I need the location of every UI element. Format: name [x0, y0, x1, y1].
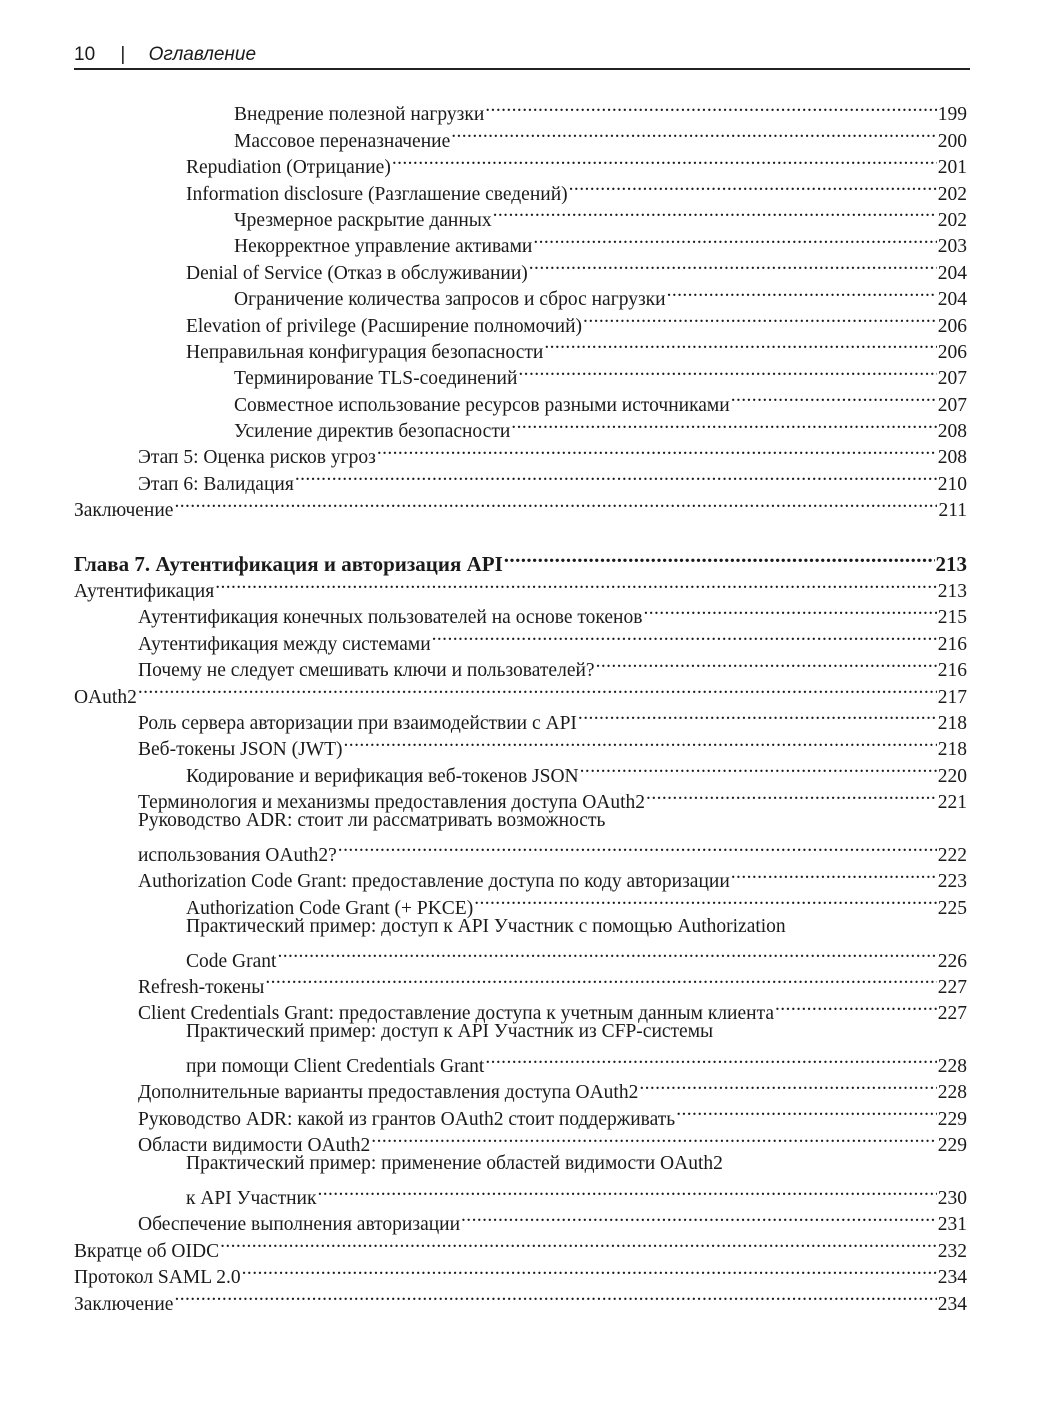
toc-entry-label: Протокол SAML 2.0	[74, 1267, 241, 1289]
toc-entry-label: Почему не следует смешивать ключи и пользователей?	[138, 660, 595, 682]
dot-leader	[493, 200, 937, 226]
toc-entry-page: 228	[937, 1082, 967, 1104]
toc-entry-label: Refresh-токены	[138, 976, 265, 998]
header-title: Оглавление	[148, 44, 257, 65]
running-header	[74, 42, 970, 70]
dot-leader	[667, 279, 937, 305]
toc-entry-page: 206	[937, 341, 967, 363]
toc-entry-page: 232	[937, 1240, 967, 1262]
dot-leader	[474, 887, 937, 913]
toc-entry-page: 200	[937, 130, 967, 152]
toc-entry-page: 229	[937, 1108, 967, 1130]
toc-entry-page: 229	[937, 1135, 967, 1157]
toc-entry[interactable]	[74, 490, 967, 522]
dot-leader	[485, 94, 936, 120]
dot-leader	[377, 437, 937, 463]
dot-leader	[138, 676, 937, 702]
toc-entry-label-continued: при помощи Client Credentials Grant	[186, 1056, 485, 1078]
toc-entry-page: 234	[937, 1293, 967, 1315]
dot-leader	[643, 597, 936, 623]
toc-entry-page: 204	[937, 262, 967, 284]
dot-leader	[529, 252, 937, 278]
toc-entry-page: 226	[937, 950, 967, 972]
toc-entry-page: 221	[937, 792, 967, 814]
toc-entry-page: 223	[937, 871, 967, 893]
toc-entry[interactable]	[74, 703, 967, 734]
dot-leader	[295, 463, 937, 489]
toc-entry-page: 227	[937, 976, 967, 998]
toc-entry[interactable]	[74, 1151, 967, 1210]
toc-entry-page: 217	[937, 686, 967, 708]
dot-leader	[578, 703, 937, 729]
page-number: 10	[74, 44, 96, 65]
toc-entry[interactable]	[74, 411, 967, 443]
toc-entry-page: 204	[937, 289, 967, 311]
toc-entry-page: 201	[937, 157, 967, 179]
dot-leader	[518, 358, 936, 384]
toc-entry[interactable]	[74, 226, 967, 258]
toc-chapter-heading[interactable]	[74, 544, 967, 576]
toc-entry-label: Аутентификация между системами	[138, 633, 431, 655]
dot-leader	[533, 226, 936, 252]
toc-entry[interactable]	[74, 1019, 967, 1078]
toc-entry[interactable]	[74, 384, 967, 416]
dot-leader	[215, 571, 937, 597]
toc-entry-label: Этап 5: Оценка рисков угроз	[138, 447, 376, 469]
dot-leader	[569, 173, 937, 199]
toc-entry-page: 208	[937, 447, 967, 469]
dot-leader	[242, 1257, 937, 1283]
toc-entry[interactable]	[74, 1283, 967, 1315]
toc-entry-page: 213	[935, 551, 967, 576]
toc-entry[interactable]	[74, 914, 967, 972]
toc-entry-label: Аутентификация конечных пользователей на основе токенов	[138, 607, 643, 629]
toc-entry-label: Практический пример: применение областей видимости OAuth2	[186, 1153, 723, 1175]
header-separator: |	[120, 44, 126, 65]
toc-entry-label: Области видимости OAuth2	[138, 1135, 371, 1157]
dot-leader	[174, 490, 937, 516]
toc-entry-label: Authorization Code Grant: предоставление доступа по коду авторизации	[138, 871, 730, 893]
toc-entry-page: 222	[937, 844, 967, 866]
toc-entry-label: Некорректное управление активами	[234, 236, 533, 258]
toc-entry-page: 199	[937, 104, 967, 126]
toc-entry-label: Внедрение полезной нагрузки	[234, 104, 485, 126]
dot-leader	[596, 650, 937, 676]
toc-entry-page: 203	[937, 236, 967, 258]
toc-entry-label: Вкратце об OIDC	[74, 1240, 220, 1262]
toc-entry-label: Руководство ADR: какой из грантов OAuth2 стоит поддерживать	[138, 1108, 676, 1130]
toc-entry-label: Терминирование TLS-соединений	[234, 368, 518, 390]
dot-leader	[639, 1072, 936, 1098]
dot-leader	[317, 1178, 936, 1204]
toc-entry-page: 216	[937, 633, 967, 655]
toc-entry-label: Усиление директив безопасности	[234, 421, 511, 443]
dot-leader	[511, 411, 936, 437]
toc-entry-page: 208	[937, 421, 967, 443]
toc-entry-label: Repudiation (Отрицание)	[186, 157, 391, 179]
toc-entry-label: Массовое переназначение	[234, 130, 451, 152]
toc-entry[interactable]	[74, 94, 967, 126]
toc-entry-label: Дополнительные варианты предоставления доступа OAuth2	[138, 1082, 639, 1104]
dot-leader	[277, 940, 936, 966]
toc-entry-label: Терминология и механизмы предоставления доступа OAuth2	[138, 792, 646, 814]
dot-leader	[451, 120, 937, 146]
dot-leader	[432, 623, 937, 649]
dot-leader	[646, 782, 937, 808]
toc-entry-label: Руководство ADR: стоит ли рассматривать возможность	[138, 810, 606, 832]
toc-entry-label: Практический пример: доступ к API Участник из CFP-системы	[186, 1021, 714, 1043]
toc-entry[interactable]	[74, 147, 967, 179]
toc-entry-page: 228	[937, 1056, 967, 1078]
toc-entry-page: 231	[937, 1214, 967, 1236]
toc-entry-label: Client Credentials Grant: предоставление доступа к учетным данным клиента	[138, 1003, 774, 1025]
toc-entry-page: 207	[937, 368, 967, 390]
toc-entry-page: 227	[937, 1003, 967, 1025]
dot-leader	[775, 993, 937, 1019]
toc-entry-label-continued: Code Grant	[186, 950, 277, 972]
toc-entry-label: Совместное использование ресурсов разными источниками	[234, 394, 730, 416]
toc-entry-page: 211	[938, 500, 967, 522]
dot-leader	[580, 755, 937, 781]
toc-entry-label: Заключение	[74, 1293, 174, 1315]
toc-entry-label: Information disclosure (Разглашение сведений)	[186, 183, 568, 205]
toc-entry-page: 220	[937, 765, 967, 787]
toc-entry-page: 213	[937, 581, 967, 603]
dot-leader	[392, 147, 937, 173]
toc-entry-label: Веб-токены JSON (JWT)	[138, 739, 343, 761]
toc-entry-page: 234	[937, 1267, 967, 1289]
toc-entry[interactable]	[74, 120, 967, 152]
toc-entry-page: 230	[937, 1188, 967, 1210]
toc-entry-page: 218	[937, 739, 967, 761]
dot-leader	[338, 835, 937, 861]
dot-leader	[174, 1283, 936, 1309]
toc-entry-page: 216	[937, 660, 967, 682]
toc-entry-page: 207	[937, 394, 967, 416]
toc-entry-label-continued: к API Участник	[186, 1188, 317, 1210]
toc-entry-label: Этап 6: Валидация	[138, 473, 294, 495]
toc-entry-label-continued: использования OAuth2?	[138, 844, 337, 866]
dot-leader	[220, 1230, 937, 1256]
toc-entry[interactable]	[74, 808, 967, 866]
toc-entry-label: Аутентификация	[74, 581, 215, 603]
table-of-contents	[74, 94, 967, 1315]
toc-entry-label: Практический пример: доступ к API Участник с помощью Authorization	[186, 915, 786, 937]
toc-entry-label: Кодирование и верификация веб-токенов JSON	[186, 765, 579, 787]
dot-leader	[676, 1098, 937, 1124]
dot-leader	[731, 384, 937, 410]
toc-entry-label: Ограничение количества запросов и сброс нагрузки	[234, 289, 666, 311]
toc-entry-page: 218	[937, 712, 967, 734]
toc-entry-page: 202	[937, 209, 967, 231]
dot-leader	[344, 729, 937, 755]
dot-leader	[731, 861, 937, 887]
dot-leader	[371, 1125, 936, 1151]
dot-leader	[461, 1204, 937, 1230]
toc-entry[interactable]	[74, 676, 967, 708]
toc-entry-label: Неправильная конфигурация безопасности	[186, 341, 544, 363]
dot-leader	[504, 544, 935, 570]
toc-entry-label: Elevation of privilege (Расширение полномочий)	[186, 315, 583, 337]
toc-entry[interactable]	[74, 437, 967, 469]
toc-entry-label: Роль сервера авторизации при взаимодействии с API	[138, 712, 577, 734]
dot-leader	[265, 967, 936, 993]
toc-entry-label: Authorization Code Grant (+ PKCE)	[186, 897, 474, 919]
dot-leader	[485, 1046, 936, 1072]
toc-entry-page: 225	[937, 897, 967, 919]
toc-entry-page: 202	[937, 183, 967, 205]
toc-entry-label: Denial of Service (Отказ в обслуживании)	[186, 262, 528, 284]
toc-entry-page: 206	[937, 315, 967, 337]
toc-entry-label: Заключение	[74, 500, 174, 522]
toc-entry-label: Чрезмерное раскрытие данных	[234, 209, 492, 231]
toc-entry-page: 210	[937, 473, 967, 495]
toc-entry-label: OAuth2	[74, 686, 137, 708]
toc-entry-label: Глава 7. Аутентификация и авторизация API	[74, 551, 503, 576]
toc-entry-page: 215	[937, 607, 967, 629]
toc-entry-label: Обеспечение выполнения авторизации	[138, 1214, 461, 1236]
dot-leader	[583, 305, 937, 331]
dot-leader	[544, 332, 936, 358]
